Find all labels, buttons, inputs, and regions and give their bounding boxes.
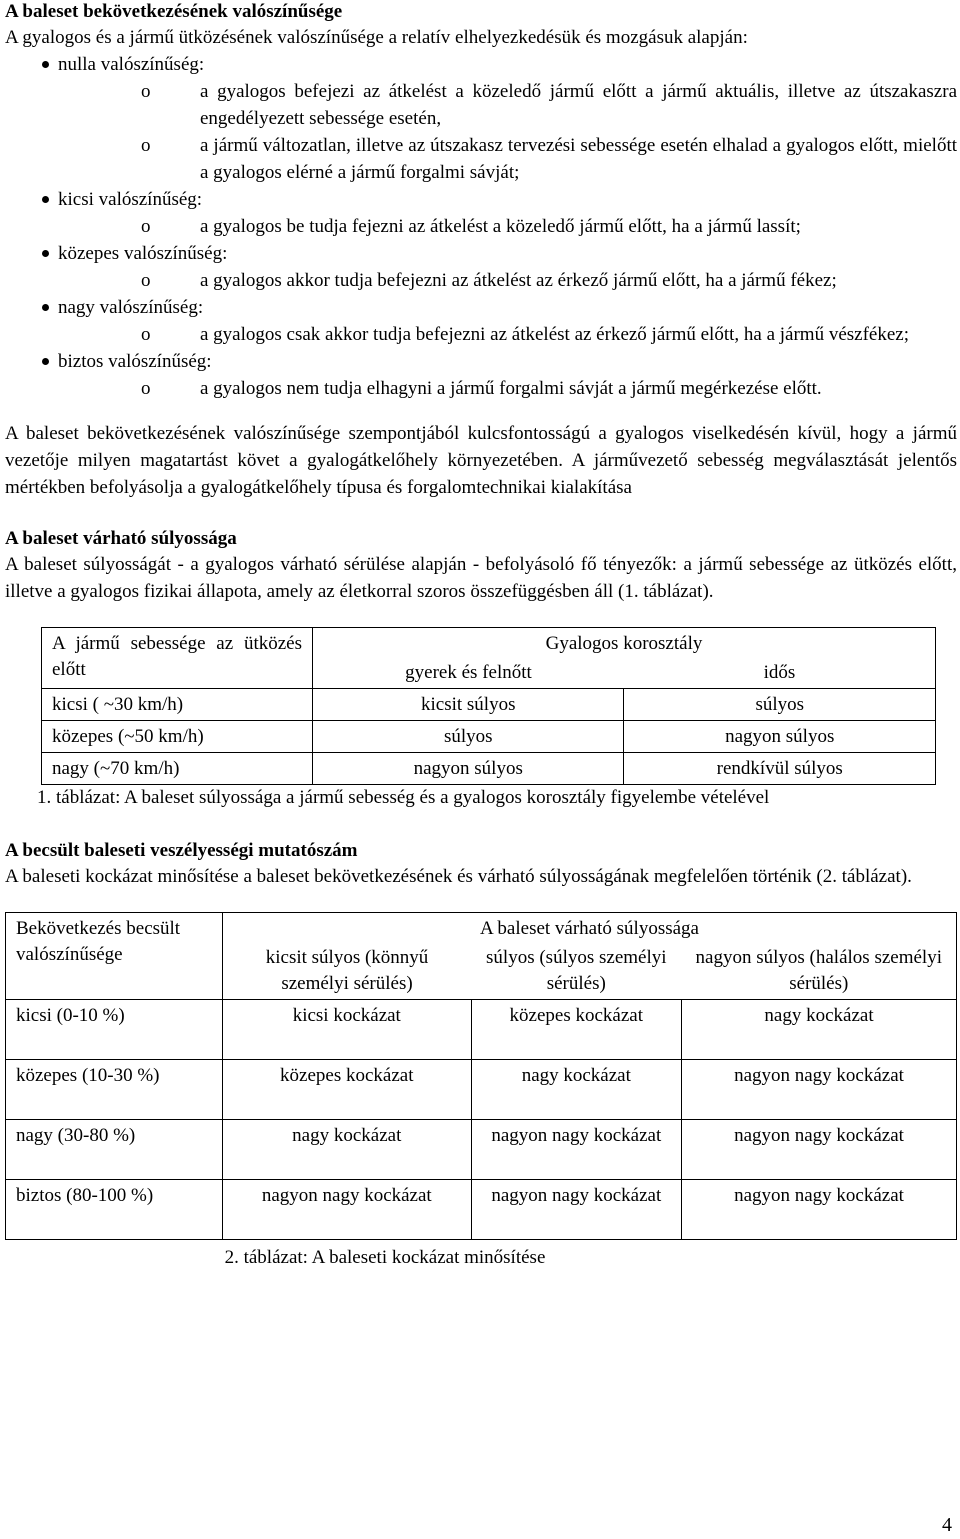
- table-cell: nagyon súlyos: [624, 721, 936, 753]
- bullet-label: nagy valószínűség:: [58, 297, 204, 318]
- table-row: [6, 1180, 957, 1240]
- sub-marker: o: [141, 216, 151, 237]
- table-col-header: súlyos (súlyos személyi sérülés): [471, 942, 681, 1000]
- table-group-header: A baleset várható súlyossága: [223, 913, 957, 943]
- risk-paragraph: A baleseti kockázat minősítése a baleset bekövetkezésének és várható súlyosságának megfelelően történik (2. táblázat).: [5, 866, 912, 887]
- table-cell: nagy kockázat: [682, 1000, 957, 1060]
- table-cell: nagyon súlyos: [313, 753, 624, 785]
- table-col-header: gyerek és felnőtt: [313, 657, 624, 689]
- table-corner-header: A jármű sebessége az ütközés előtt: [42, 628, 313, 689]
- table-cell: súlyos: [313, 721, 624, 753]
- list-item: [5, 186, 957, 240]
- table-col-header: kicsit súlyos (könnyű személyi sérülés): [223, 942, 472, 1000]
- sub-list-item: o a gyalogos nem tudja elhagyni a jármű forgalmi sávját a jármű megérkezése előtt.: [58, 375, 957, 402]
- list-item: [5, 51, 957, 186]
- sub-marker: o: [141, 324, 151, 345]
- table-cell: kicsi ( ~30 km/h): [42, 689, 313, 721]
- table-row: [42, 721, 936, 753]
- table-col-header: nagyon súlyos (halálos személyi sérülés): [682, 942, 957, 1000]
- table-cell: nagyon nagy kockázat: [682, 1180, 957, 1240]
- probability-list: [5, 51, 957, 402]
- sub-marker: o: [141, 270, 151, 291]
- table-cell: közepes (10-30 %): [6, 1060, 223, 1120]
- table-row: [6, 1120, 957, 1180]
- table-cell: közepes kockázat: [471, 1000, 681, 1060]
- table-cell: súlyos: [624, 689, 936, 721]
- bullet-label: biztos valószínűség:: [58, 351, 212, 372]
- sub-marker: o: [141, 81, 151, 102]
- table-cell: nagyon nagy kockázat: [682, 1060, 957, 1120]
- table-row: [6, 1000, 957, 1060]
- table-cell: közepes (~50 km/h): [42, 721, 313, 753]
- table-caption: 1. táblázat: A baleset súlyossága a jármű sebesség és a gyalogos korosztály figyelembe vételével: [37, 787, 770, 808]
- table-cell: nagy (30-80 %): [6, 1120, 223, 1180]
- table-cell: nagy kockázat: [471, 1060, 681, 1120]
- section-title-risk: A becsült baleseti veszélyességi mutatószám: [5, 840, 358, 861]
- sub-marker: o: [141, 135, 151, 156]
- severity-paragraph: A baleset súlyosságát - a gyalogos várható sérülése alapján - befolyásoló fő tényezők: a jármű sebessége az ütközés előtt, illetve a gyalogos fizikai állapota, amely az életkorral szoros összefüggésben áll (1. táblázat).: [5, 554, 957, 602]
- sub-list-item: o a gyalogos be tudja fejezni az átkelést a közeledő jármű előtt, ha a jármű lassít;: [58, 213, 957, 240]
- section-title-severity: A baleset várható súlyossága: [5, 528, 237, 549]
- document-page: [5, 0, 957, 1271]
- sub-list-item: o a gyalogos akkor tudja befejezni az átkelést az érkező jármű előtt, ha a jármű fékez;: [58, 267, 957, 294]
- list-item: [5, 240, 957, 294]
- sub-list-item: o a gyalogos befejezi az átkelést a közeledő jármű előtt a jármű aktuális, illetve az útszakaszra engedélyezett sebessége esetén,: [58, 78, 957, 132]
- table-cell: nagy (~70 km/h): [42, 753, 313, 785]
- table-cell: nagyon nagy kockázat: [471, 1180, 681, 1240]
- table-cell: nagyon nagy kockázat: [223, 1180, 472, 1240]
- table-cell: kicsit súlyos: [313, 689, 624, 721]
- sub-list-item: o a gyalogos csak akkor tudja befejezni az átkelést az érkező jármű előtt, ha a jármű vészfékez;: [58, 321, 957, 348]
- page-number: 4: [942, 1514, 952, 1536]
- table-col-header: idős: [624, 657, 936, 689]
- table-row: [42, 753, 936, 785]
- sub-list-item: o a jármű változatlan, illetve az útszakasz tervezési sebessége esetén elhalad a gyalogos előtt, mielőtt a gyalogos elérné a jármű forgalmi sávját;: [58, 132, 957, 186]
- table-cell: rendkívül súlyos: [624, 753, 936, 785]
- list-item: [5, 348, 957, 402]
- table-cell: nagyon nagy kockázat: [471, 1120, 681, 1180]
- section-title-probability: A baleset bekövetkezésének valószínűsége: [5, 1, 343, 22]
- severity-table: [41, 627, 936, 785]
- probability-paragraph: A baleset bekövetkezésének valószínűsége szempontjából kulcsfontosságú a gyalogos viselkedésén kívül, hogy a jármű vezetője milyen magatartást követ a gyalogátkelőhely környezetében. A járművezető sebesség megválasztását jelentős mértékben befolyásolja a gyalogátkelőhely típusa és forgalomtechnikai kialakítása: [5, 423, 957, 498]
- sub-marker: o: [141, 378, 151, 399]
- table-cell: közepes kockázat: [223, 1060, 472, 1120]
- table-cell: nagyon nagy kockázat: [682, 1120, 957, 1180]
- risk-table: [5, 912, 957, 1240]
- bullet-label: közepes valószínűség:: [58, 243, 228, 264]
- table-caption: 2. táblázat: A baleseti kockázat minősítése: [224, 1247, 546, 1268]
- list-item: [5, 294, 957, 348]
- bullet-label: kicsi valószínűség:: [58, 189, 203, 210]
- probability-intro: A gyalogos és a jármű ütközésének valószínűsége a relatív elhelyezkedésük és mozgásuk alapján:: [5, 27, 748, 48]
- table-cell: biztos (80-100 %): [6, 1180, 223, 1240]
- table-cell: kicsi (0-10 %): [6, 1000, 223, 1060]
- table-corner-header: Bekövetkezés becsült valószínűsége: [6, 913, 223, 1000]
- table-row: [42, 689, 936, 721]
- table-row: [6, 1060, 957, 1120]
- table-cell: kicsi kockázat: [223, 1000, 472, 1060]
- bullet-label: nulla valószínűség:: [58, 54, 205, 75]
- table-group-header: Gyalogos korosztály: [313, 628, 936, 658]
- table-cell: nagy kockázat: [223, 1120, 472, 1180]
